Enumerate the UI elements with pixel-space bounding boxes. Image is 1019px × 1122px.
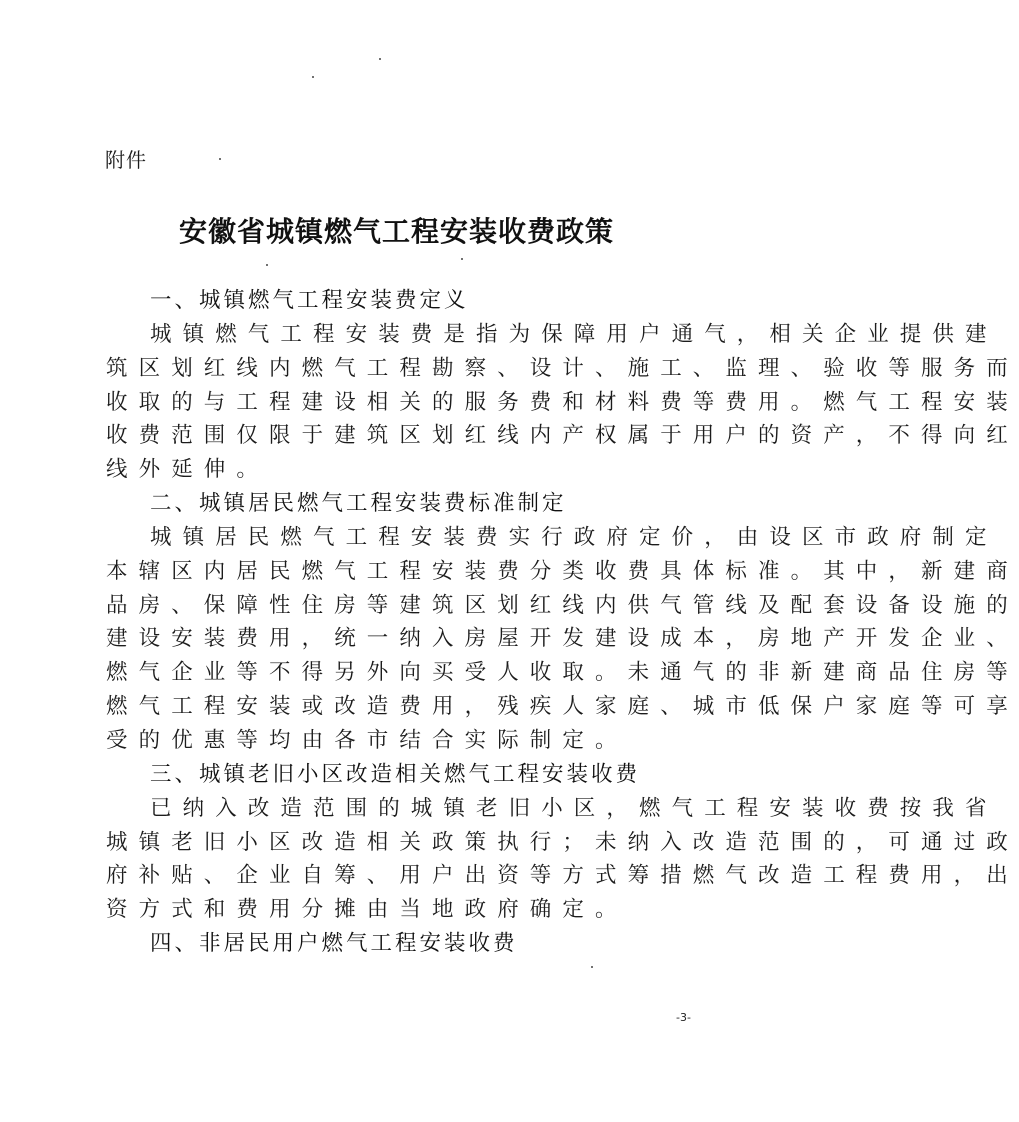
paragraph-line: 收费范围仅限于建筑区划红线内产权属于用户的资产，不得向红 [106,423,1019,449]
paragraph-line: 燃气企业等不得另外向买受人收取。未通气的非新建商品住房等 [106,660,1019,686]
paragraph-line: 已纳入改造范围的城镇老旧小区，燃气工程安装收费按我省 [150,795,998,821]
paragraph-line: 城镇居民燃气工程安装费实行政府定价，由设区市政府制定 [150,524,998,550]
scan-speck [461,258,463,260]
scan-speck [591,966,593,968]
document-title: 安徽省城镇燃气工程安装收费政策 [178,215,614,248]
scan-speck [219,158,221,160]
paragraph-line: 燃气工程安装或改造费用，残疾人家庭、城市低保户家庭等可享 [106,694,1019,720]
section-heading: 四、非居民用户燃气工程安装收费 [150,931,518,957]
scan-speck [379,58,381,60]
paragraph-line: 城镇燃气工程安装费是指为保障用户通气，相关企业提供建 [150,321,998,347]
paragraph-line: 收取的与工程建设相关的服务费和材料费等费用。燃气工程安装 [106,389,1019,415]
paragraph-line: 筑区划红线内燃气工程勘察、设计、施工、监理、验收等服务而 [106,355,1019,381]
paragraph-line: 城镇老旧小区改造相关政策执行；未纳入改造范围的，可通过政 [106,829,1019,855]
page-number: -3- [676,1011,691,1024]
paragraph-line: 受的优惠等均由各市结合实际制定。 [106,727,628,753]
attachment-label: 附件 [105,148,147,172]
paragraph-line: 本辖区内居民燃气工程安装费分类收费具体标准。其中，新建商 [106,558,1019,584]
paragraph-line: 建设安装费用，统一纳入房屋开发建设成本，房地产开发企业、 [106,626,1019,652]
section-heading: 二、城镇居民燃气工程安装费标准制定 [150,491,567,517]
scan-speck [312,76,314,78]
document-body [106,284,1019,961]
section-heading: 一、城镇燃气工程安装费定义 [150,288,469,313]
paragraph-line: 资方式和费用分摊由当地政府确定。 [106,897,628,923]
scan-speck [266,264,268,266]
section-heading: 三、城镇老旧小区改造相关燃气工程安装收费 [150,761,641,787]
paragraph-line: 府补贴、企业自筹、用户出资等方式筹措燃气改造工程费用，出 [106,863,1019,889]
paragraph-line: 品房、保障性住房等建筑区划红线内供气管线及配套设备设施的 [106,592,1019,618]
paragraph-line: 线外延伸。 [106,457,270,483]
